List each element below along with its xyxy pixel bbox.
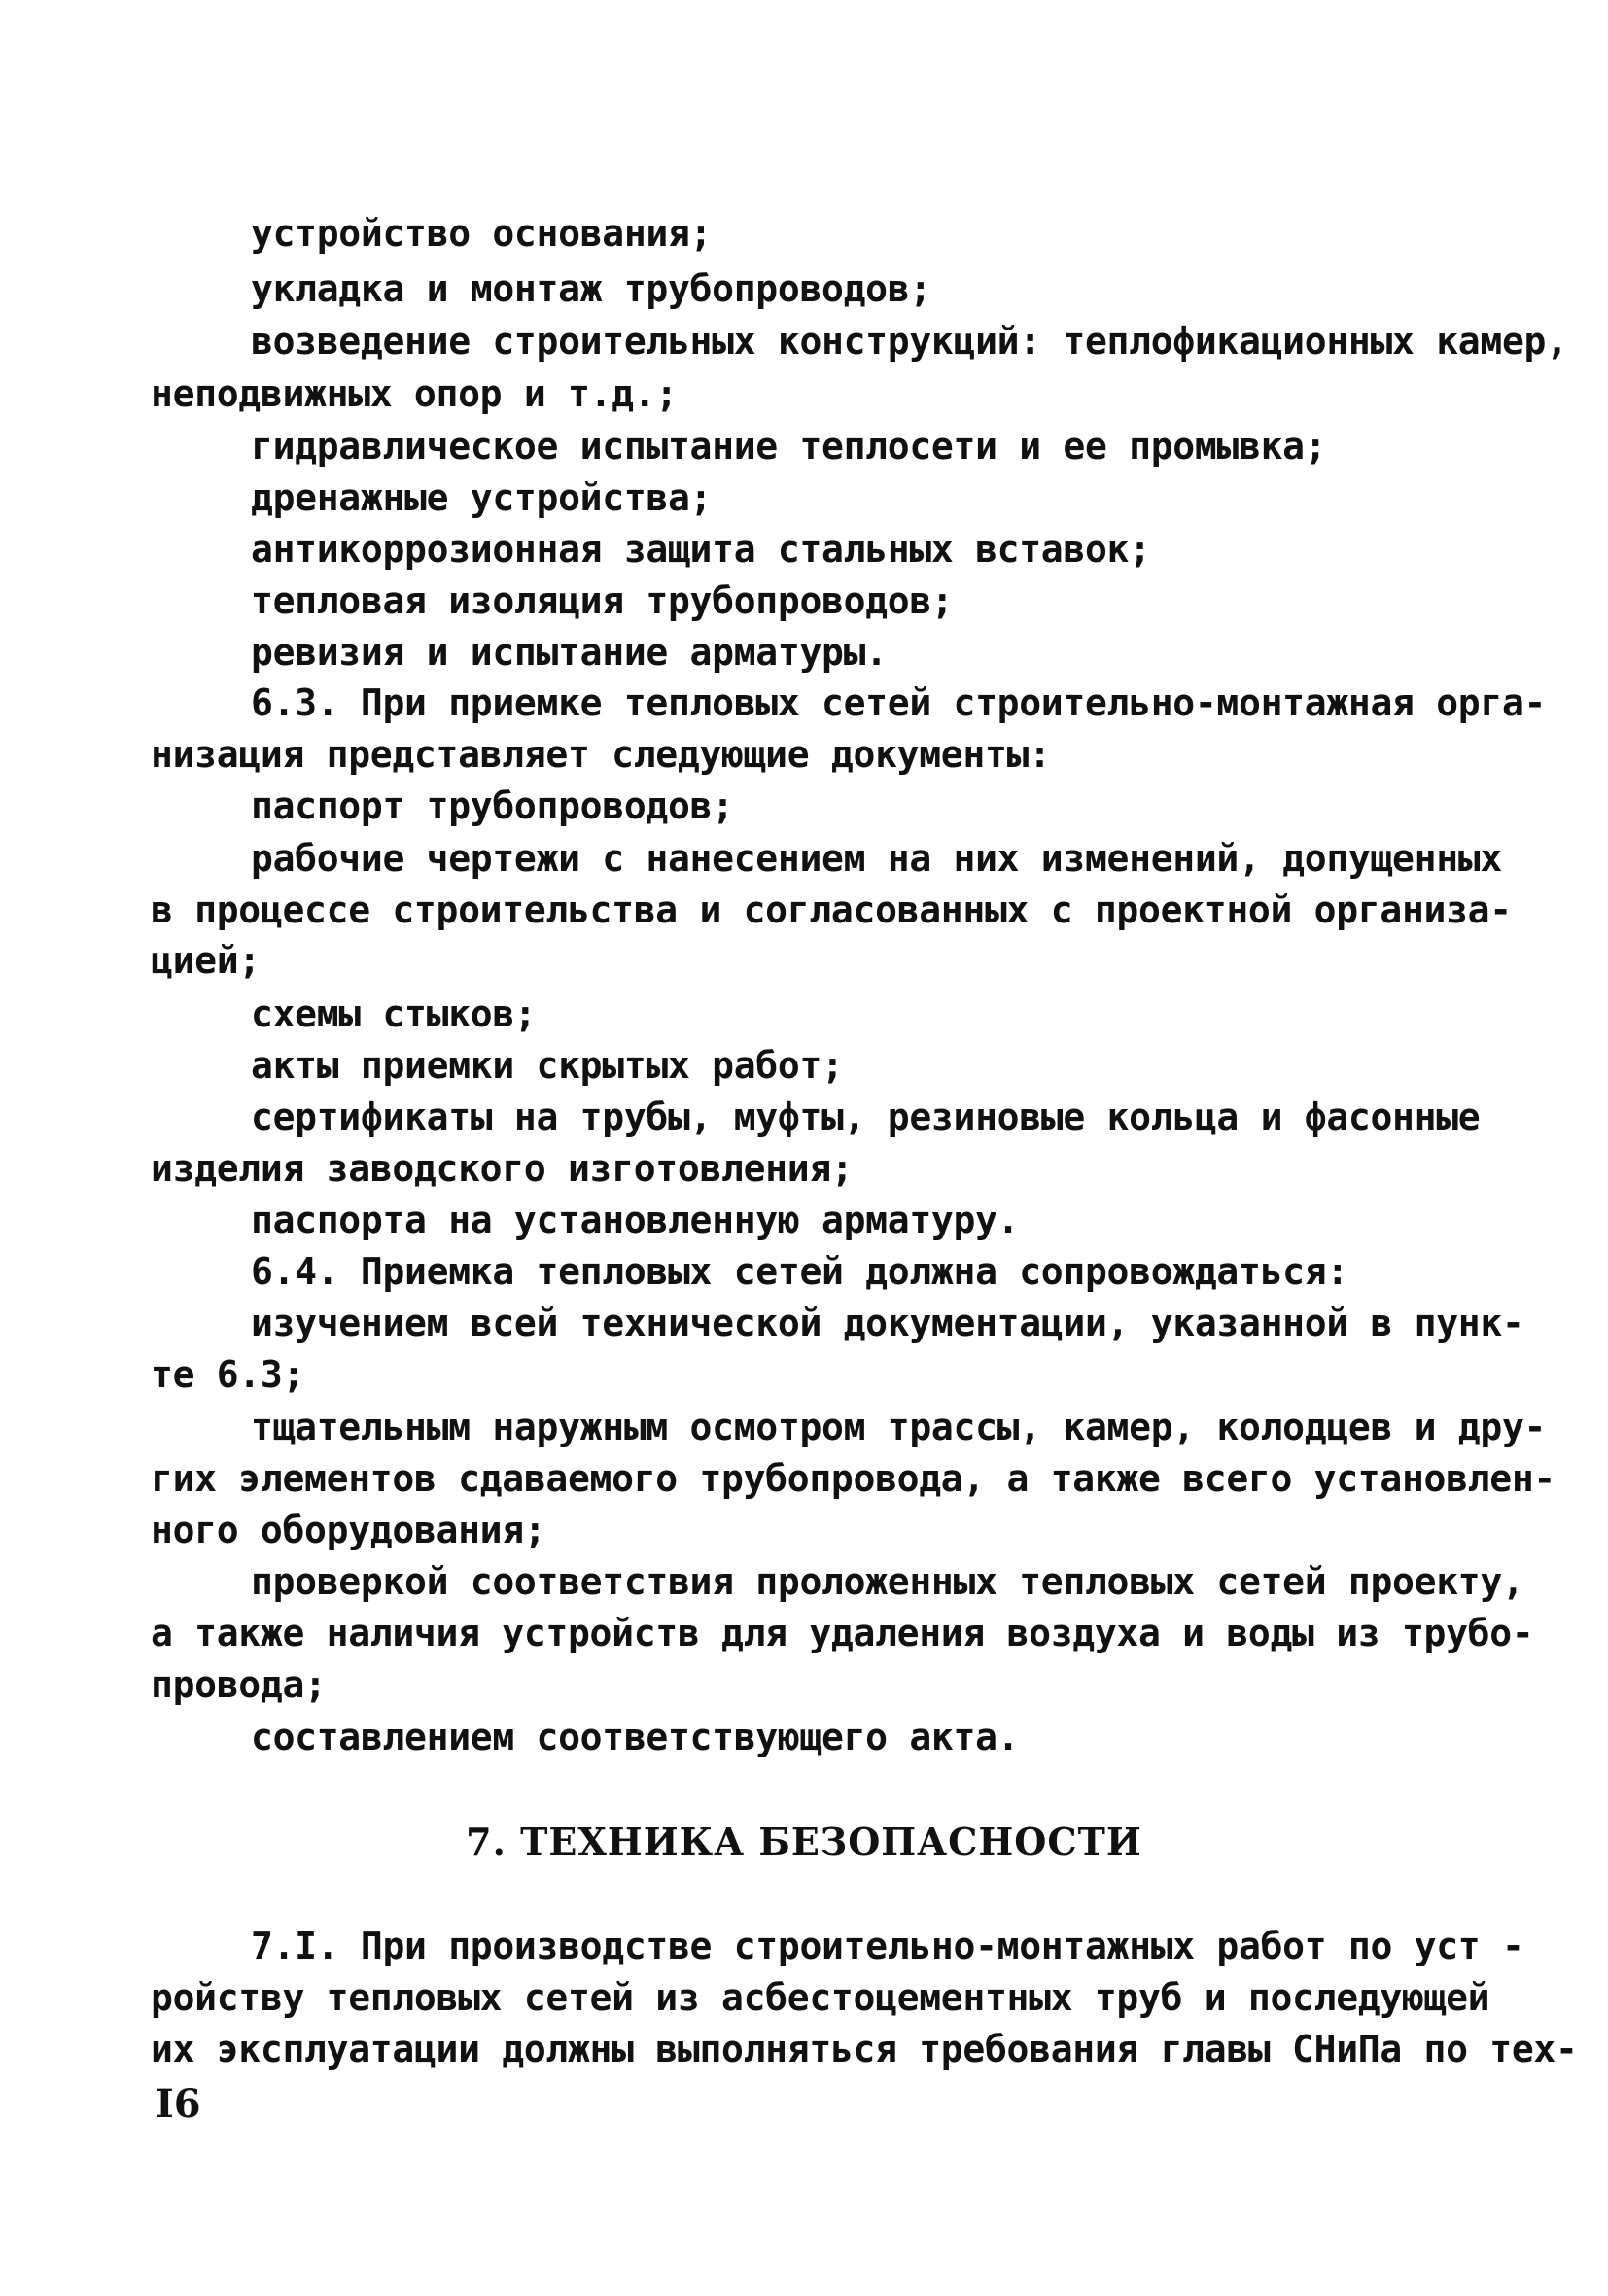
page-number: I6 [156, 2081, 201, 2127]
text-line: гидравлическое испытание теплосети и ее промывка; [251, 425, 1327, 468]
text-line: а также наличия устройств для удаления воздуха и воды из трубо- [151, 1612, 1534, 1654]
text-line: возведение строительных конструкций: теплофикационных камер, [251, 320, 1568, 363]
text-line: тщательным наружным осмотром трассы, камер, колодцев и дру- [251, 1406, 1547, 1448]
text-line: составлением соответствующего акта. [251, 1716, 1020, 1758]
text-line: ревизия и испытание арматуры. [251, 631, 888, 674]
text-line: дренажные устройства; [251, 476, 713, 519]
text-line: укладка и монтаж трубопроводов; [251, 267, 931, 310]
text-line: изучением всей технической документации, указанной в пунк- [251, 1302, 1524, 1344]
text-line: 7.I. При производстве строительно-монтажных работ по уст - [251, 1925, 1524, 1967]
text-line: провода; [151, 1663, 327, 1706]
text-line: их эксплуатации должны выполняться требования главы СНиПа по тех- [151, 2028, 1578, 2070]
text-line: рабочие чертежи с нанесением на них изменений, допущенных [251, 837, 1502, 880]
text-line: сертификаты на трубы, муфты, резиновые кольца и фасонные [251, 1096, 1481, 1138]
text-line: низация представляет следующие документы: [151, 733, 1051, 776]
text-line: антикоррозионная защита стальных вставок; [251, 528, 1151, 571]
text-line: ного оборудования; [151, 1509, 546, 1551]
text-line: паспорт трубопроводов; [251, 784, 734, 827]
text-line: неподвижных опор и т.д.; [151, 372, 678, 415]
text-line: в процессе строительства и согласованных с проектной организа- [151, 888, 1512, 931]
text-line: проверкой соответствия проложенных тепловых сетей проекту, [251, 1560, 1524, 1603]
text-line: 6.3. При приемке тепловых сетей строительно-монтажная орга- [251, 681, 1547, 724]
text-line: 6.4. Приемка тепловых сетей должна сопровождаться: [251, 1250, 1348, 1293]
text-line: акты приемки скрытых работ; [251, 1044, 844, 1087]
text-line: тепловая изоляция трубопроводов; [251, 579, 954, 622]
text-line: изделия заводского изготовления; [151, 1147, 854, 1190]
text-line: паспорта на установленную арматуру. [251, 1199, 1020, 1241]
text-line: гих элементов сдаваемого трубопровода, а также всего установлен- [151, 1457, 1556, 1500]
text-line: ройству тепловых сетей из асбестоцементных труб и последующей [151, 1976, 1490, 2019]
text-line: устройство основания; [251, 212, 713, 255]
section-heading: 7. ТЕХНИКА БЕЗОПАСНОСТИ [466, 1820, 1142, 1863]
text-line: те 6.3; [151, 1353, 305, 1396]
text-line: цией; [151, 939, 261, 982]
text-line: схемы стыков; [251, 992, 537, 1035]
